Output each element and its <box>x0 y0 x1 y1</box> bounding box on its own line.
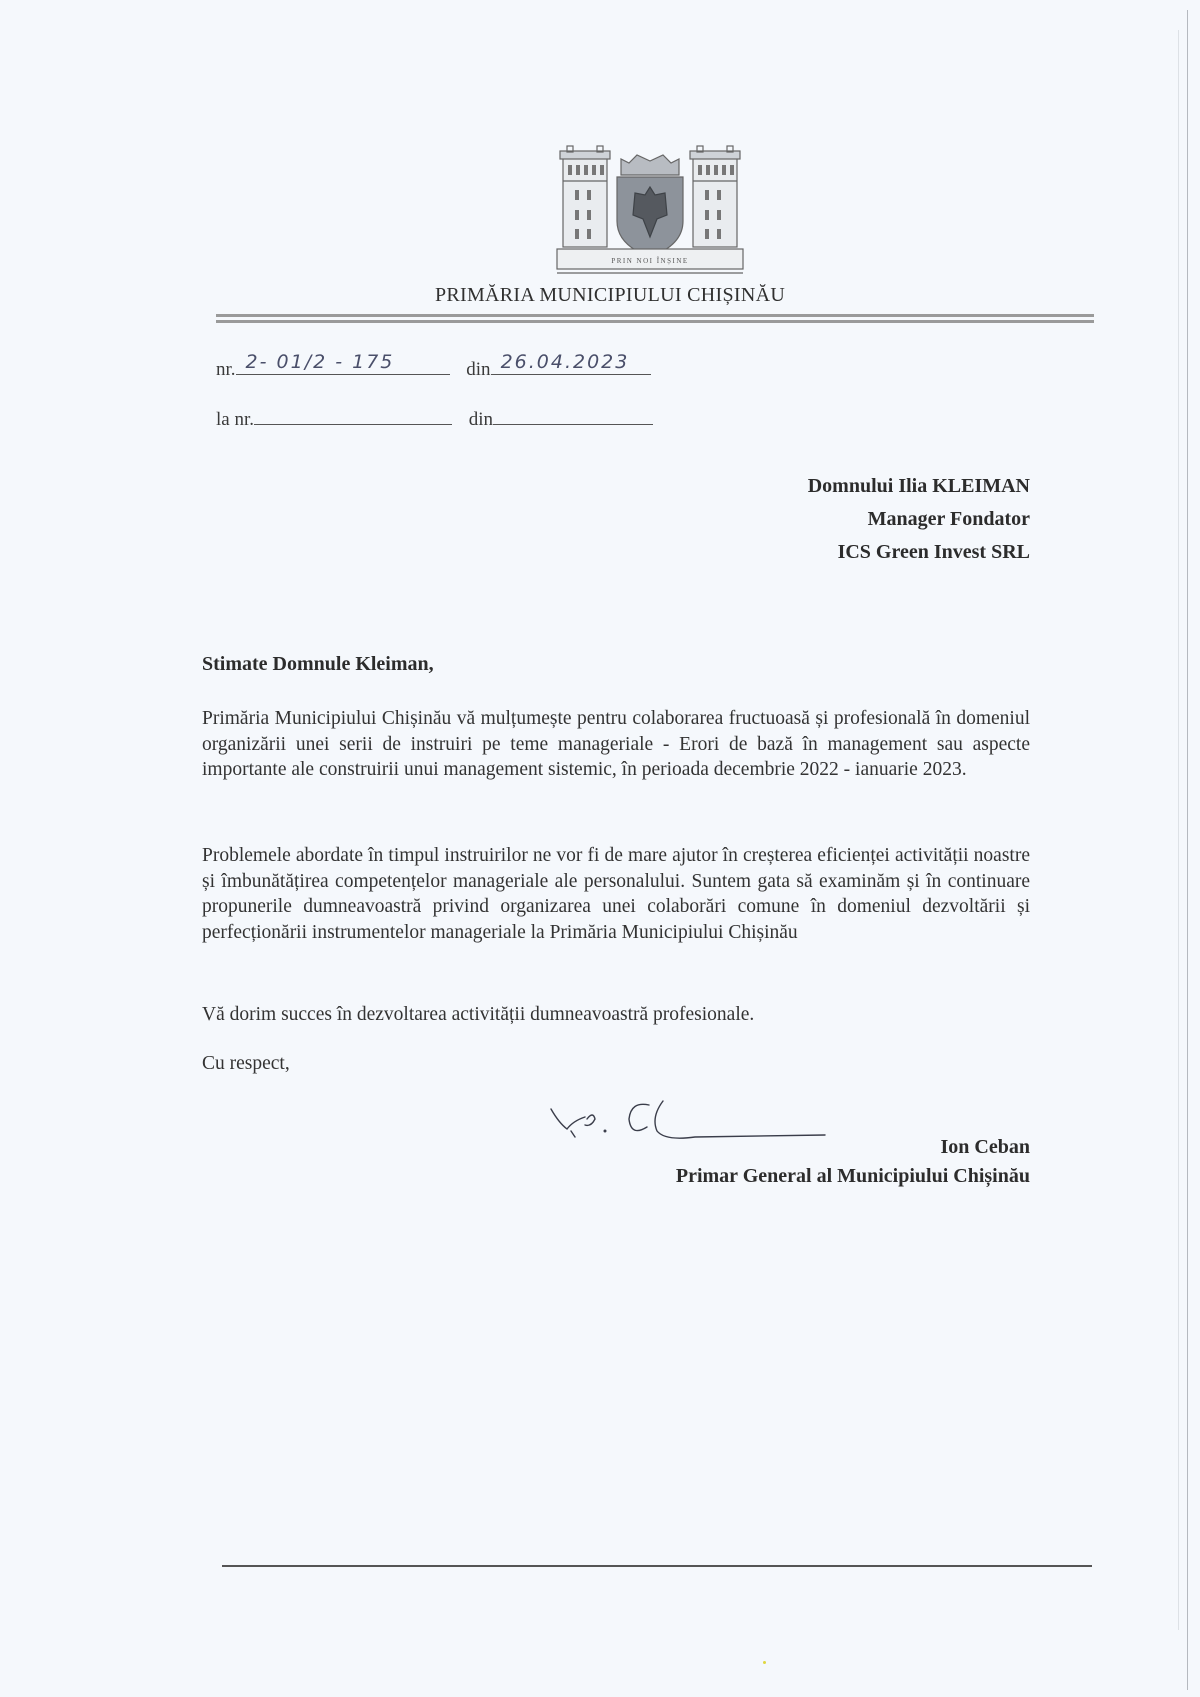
date-value: 26.04.2023 <box>500 351 630 373</box>
scan-edge-line-faint <box>1178 30 1179 1630</box>
addressee-block <box>808 470 1030 569</box>
scan-edge-line <box>1187 10 1188 1690</box>
nr-field <box>236 352 450 375</box>
la-nr-label: la nr. <box>216 409 254 430</box>
addressee-name: Domnului Ilia KLEIMAN <box>807 475 1030 497</box>
la-din-label: din <box>468 409 494 430</box>
date-field <box>491 352 651 375</box>
addressee-position: Manager Fondator <box>867 508 1030 530</box>
registration-number-row <box>216 352 651 381</box>
body-paragraph: Vă dorim succes în dezvoltarea activității dumneavoastră profesionale. <box>202 1004 755 1025</box>
emblem-motto: PRIN NOI ÎNȘINE <box>611 257 689 265</box>
reference-number-row <box>216 402 653 431</box>
din-label: din <box>466 359 491 380</box>
la-din-field <box>493 402 653 425</box>
nr-value: 2- 01/2 - 175 <box>245 351 395 373</box>
addressee-company: ICS Green Invest SRL <box>837 541 1030 563</box>
footer-divider <box>222 1565 1092 1567</box>
coat-of-arms-icon <box>555 145 745 277</box>
signer-block <box>676 1133 1030 1191</box>
institution-name: PRIMĂRIA MUNICIPIULUI CHIȘINĂU <box>434 284 786 306</box>
body-paragraph: Primăria Municipiului Chișinău vă mulțumește pentru colaborarea fructuoasă și profesională în domeniul organizării unei serii de instruiri pe teme manageriale - Erori de bază în management sau aspecte importante ale construirii unui management sistemic, în perioada decembrie 2022 - ianuarie 2023. <box>202 708 1030 780</box>
nr-label: nr. <box>216 359 236 380</box>
body-paragraph: Problemele abordate în timpul instruirilor ne vor fi de mare ajutor în creșterea eficienței activității noastre și îmbunătățirea competențelor manageriale ale personalului. Suntem gata să examinăm și în continuare propunerile dumneavoastră privind organizarea unei colaborări comune în domeniul dezvoltării și perfecționării instrumentelor manageriale la Primăria Municipiului Chișinău <box>202 845 1030 943</box>
la-nr-field <box>254 402 452 425</box>
signer-title: Primar General al Municipiului Chișinău <box>675 1165 1030 1187</box>
signer-name: Ion Ceban <box>940 1136 1030 1158</box>
closing-phrase: Cu respect, <box>202 1053 290 1074</box>
header-divider <box>216 314 1094 323</box>
scan-speck <box>763 1661 766 1664</box>
salutation: Stimate Domnule Kleiman, <box>202 653 434 675</box>
